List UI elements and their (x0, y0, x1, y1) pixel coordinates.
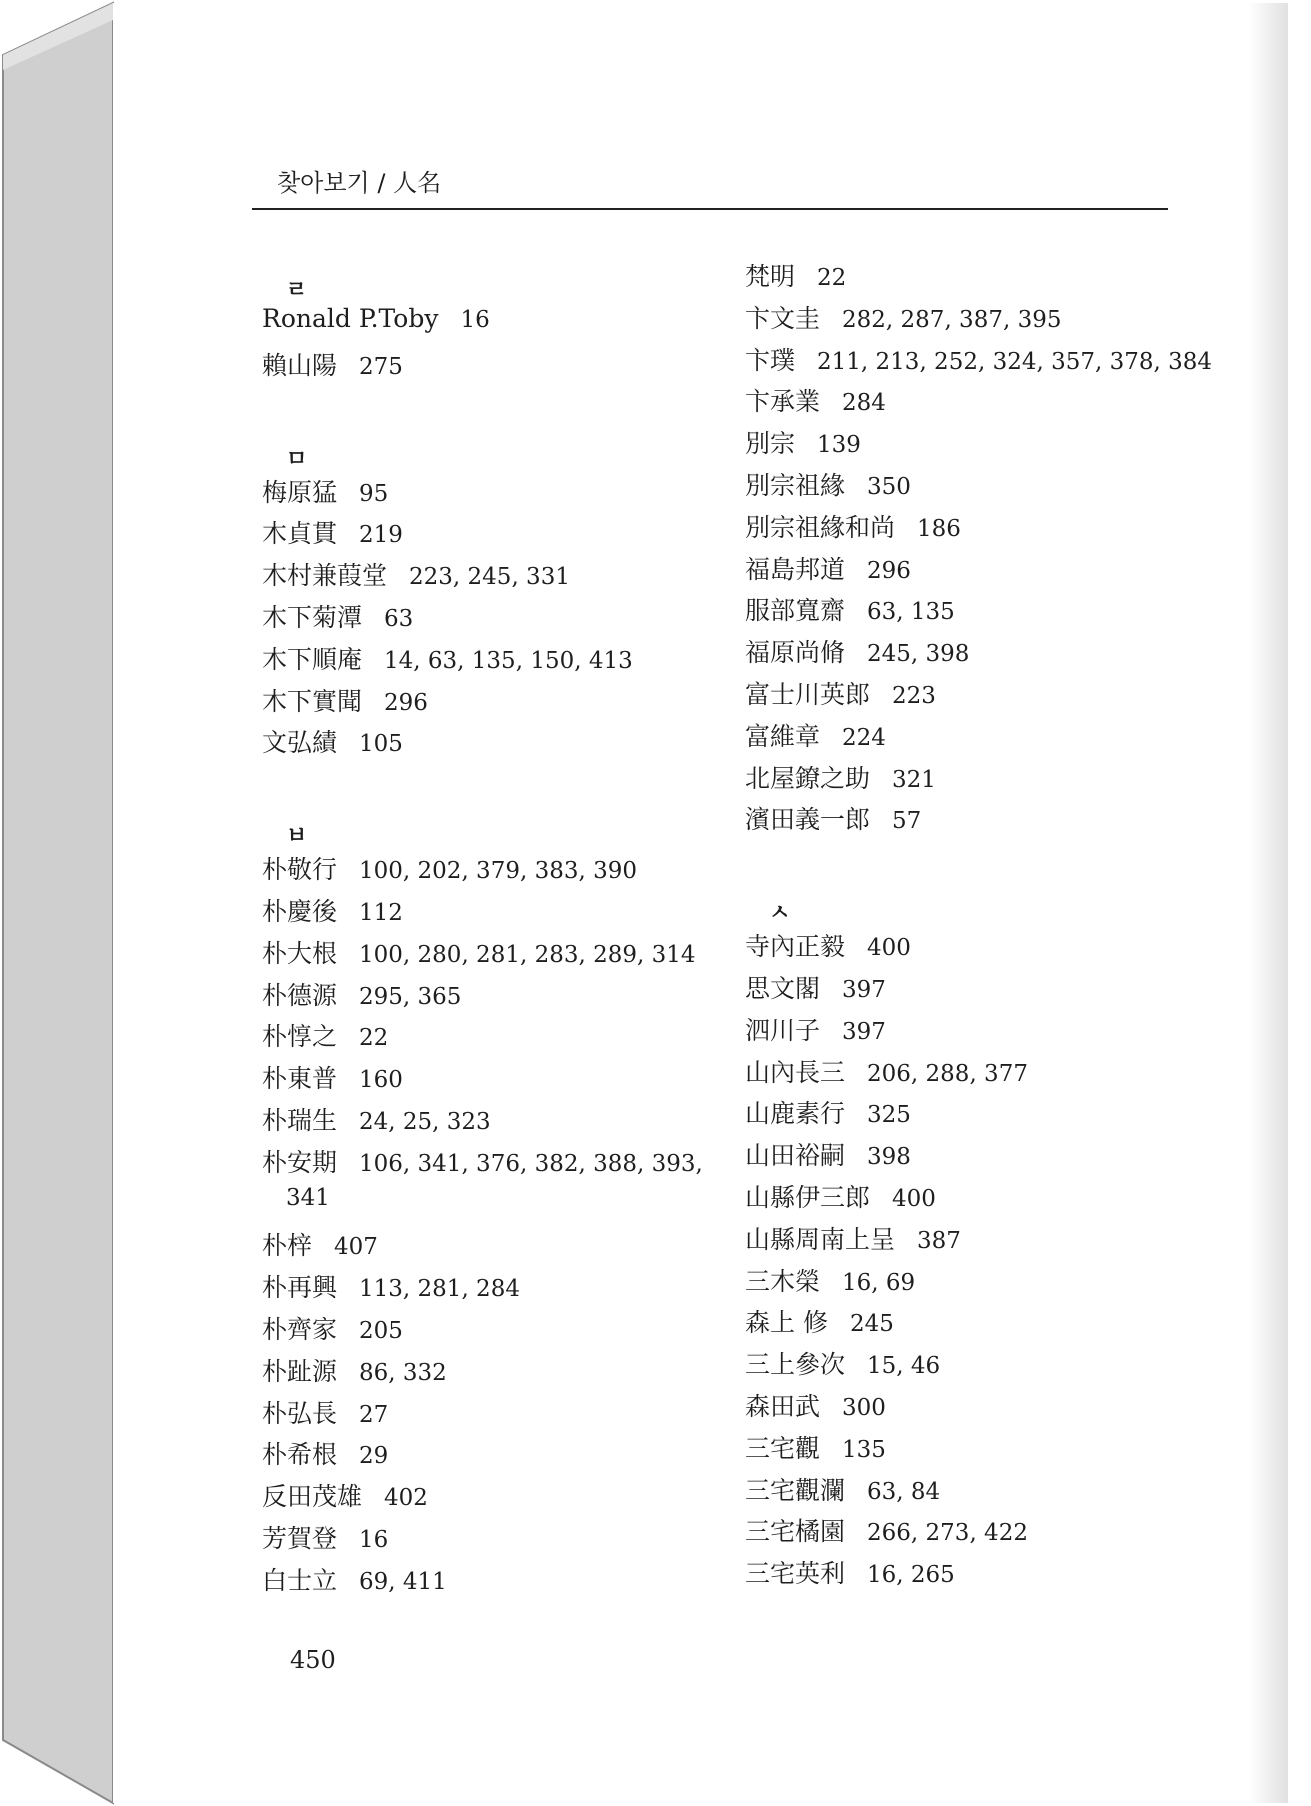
entry-name: 朴東普 (262, 1064, 338, 1094)
entry-pages: 224 (842, 724, 886, 751)
index-entry (262, 304, 732, 346)
index-entry (745, 1471, 1215, 1513)
index-entry (745, 1094, 1215, 1136)
entry-pages: 300 (842, 1394, 886, 1421)
entry-name: 卞文圭 (745, 303, 821, 333)
entry-name: 卞承業 (745, 387, 821, 417)
index-entry (745, 717, 1215, 759)
entry-name: 反田茂雄 (262, 1482, 363, 1512)
index-entry (745, 1387, 1215, 1429)
entry-name: 濱田義一郎 (745, 805, 871, 835)
entry-pages: 284 (842, 390, 886, 417)
index-entry (745, 382, 1215, 424)
entry-pages: 325 (867, 1102, 911, 1129)
entry-pages: 139 (817, 432, 861, 459)
index-entry (745, 1429, 1215, 1471)
entry-name: 山內長三 (745, 1057, 846, 1087)
index-entry (745, 299, 1215, 341)
entry-pages: 186 (917, 515, 961, 542)
entry-pages: 341 (286, 1184, 330, 1211)
entry-pages: 206, 288, 377 (867, 1060, 1028, 1087)
entry-name: 北屋鐐之助 (745, 763, 871, 793)
entry-name: 木貞貫 (262, 519, 338, 549)
entry-pages: 100, 202, 379, 383, 390 (359, 858, 638, 885)
entry-pages: 15, 46 (867, 1353, 941, 1380)
index-entry (745, 1512, 1215, 1554)
entry-name: 朴齊家 (262, 1314, 338, 1344)
entry-name: 別宗祖緣和尚 (745, 512, 896, 542)
entry-name: 卞璞 (745, 345, 796, 375)
entry-name: 福原尚脩 (745, 638, 846, 668)
index-entry (262, 1435, 732, 1477)
index-entry (262, 1101, 732, 1143)
index-entry (745, 1136, 1215, 1178)
index-entry (745, 466, 1215, 508)
entry-name: 三宅橘園 (745, 1517, 846, 1547)
index-entry (745, 675, 1215, 717)
page-number: 450 (290, 1646, 336, 1674)
entry-name: 賴山陽 (262, 350, 338, 380)
entry-pages: 22 (359, 1025, 389, 1052)
entry-pages: 16 (359, 1526, 389, 1553)
entry-pages: 398 (867, 1144, 911, 1171)
entry-pages: 135 (842, 1436, 886, 1463)
entry-pages: 57 (892, 808, 922, 835)
entry-name: 朴趾源 (262, 1356, 338, 1386)
index-entry (262, 892, 732, 934)
entry-pages: 296 (384, 689, 428, 716)
entry-name: 文弘績 (262, 728, 338, 758)
index-entry (262, 640, 732, 682)
entry-name: 森田武 (745, 1391, 821, 1421)
page-header: 찾아보기 / 人名 (277, 169, 442, 197)
index-entry (745, 1011, 1215, 1053)
index-entry (262, 1394, 732, 1436)
entry-pages: 112 (359, 899, 403, 926)
entry-pages: 63, 84 (867, 1478, 941, 1505)
index-entry (745, 341, 1215, 383)
index-entry (745, 969, 1215, 1011)
entry-pages: 282, 287, 387, 395 (842, 306, 1062, 333)
entry-name: 三宅觀 (745, 1433, 821, 1463)
entry-pages: 400 (867, 935, 911, 962)
entry-pages: 86, 332 (359, 1359, 447, 1386)
entry-name: 木下菊潭 (262, 602, 363, 632)
index-entry (262, 473, 732, 515)
entry-pages: 105 (359, 731, 403, 758)
entry-name: 泗川子 (745, 1015, 821, 1045)
entry-name: 山縣伊三郎 (745, 1182, 871, 1212)
entry-pages: 245 (849, 1311, 894, 1338)
index-entry (745, 1053, 1215, 1095)
entry-name: 朴梓 (262, 1231, 313, 1261)
entry-name: 別宗祖緣 (745, 470, 846, 500)
entry-pages: 100, 280, 281, 283, 289, 314 (359, 941, 696, 968)
entry-pages: 223, 245, 331 (409, 564, 570, 591)
index-entry (745, 1303, 1215, 1345)
entry-pages: 14, 63, 135, 150, 413 (384, 647, 633, 674)
entry-pages: 223 (892, 682, 936, 709)
index-entry (262, 1226, 732, 1268)
entry-name: 富維章 (745, 721, 821, 751)
index-entry (745, 1554, 1215, 1596)
index-entry (262, 850, 732, 892)
entry-pages: 275 (359, 353, 403, 380)
index-entry (262, 682, 732, 724)
entry-name: 朴敬行 (262, 855, 338, 885)
entry-name: 木下順庵 (262, 644, 363, 674)
entry-pages: 29 (359, 1443, 389, 1470)
index-entry (745, 424, 1215, 466)
entry-name: 朴惇之 (262, 1022, 338, 1052)
entry-pages: 63, 135 (867, 599, 955, 626)
entry-pages: 219 (359, 522, 403, 549)
index-entry (262, 1268, 732, 1310)
index-entry (745, 591, 1215, 633)
entry-name: 朴德源 (262, 980, 338, 1010)
index-entry (262, 976, 732, 1018)
entry-pages: 245, 398 (867, 641, 970, 668)
entry-name: 朴慶後 (262, 896, 338, 926)
index-column-right (745, 257, 1215, 1596)
index-entry (262, 1352, 732, 1394)
entry-name: 木下實聞 (262, 686, 363, 716)
index-entry (745, 1220, 1215, 1262)
index-entry (262, 598, 732, 640)
index-entry (745, 759, 1215, 801)
index-entry (262, 1310, 732, 1352)
entry-name: 朴瑞生 (262, 1105, 338, 1135)
index-entry (745, 927, 1215, 969)
entry-pages: 266, 273, 422 (867, 1520, 1028, 1547)
entry-pages: 69, 411 (359, 1568, 447, 1595)
section-gap (745, 842, 1215, 880)
section-gap (262, 388, 732, 426)
entry-pages: 27 (359, 1401, 389, 1428)
entry-name: 朴安期 (262, 1147, 338, 1177)
entry-pages: 296 (867, 557, 911, 584)
index-column-left (262, 257, 732, 1603)
entry-pages: 350 (867, 473, 911, 500)
entry-name: 山鹿素行 (745, 1099, 846, 1129)
entry-pages: 387 (917, 1227, 961, 1254)
entry-pages: 16 (460, 307, 490, 333)
section-gap (262, 765, 732, 803)
index-entry (262, 1519, 732, 1561)
entry-pages: 95 (359, 480, 389, 507)
entry-pages: 397 (842, 976, 886, 1003)
entry-name: 梅原猛 (262, 477, 338, 507)
entry-name: 白士立 (262, 1565, 338, 1595)
entry-name: 福島邦道 (745, 554, 846, 584)
index-entry (262, 1059, 732, 1101)
entry-name: 朴大根 (262, 938, 338, 968)
index-entry (745, 1262, 1215, 1304)
entry-pages: 402 (384, 1485, 428, 1512)
entry-name: 芳賀登 (262, 1523, 338, 1553)
index-entry (262, 514, 732, 556)
index-entry (262, 1143, 732, 1185)
entry-name: 寺內正毅 (745, 932, 846, 962)
index-entry (745, 550, 1215, 592)
entry-name: 朴弘長 (262, 1398, 338, 1428)
entry-pages: 295, 365 (359, 983, 462, 1010)
index-entry (262, 556, 732, 598)
index-section-heading: ㄹ (286, 278, 308, 303)
header-rule (252, 208, 1168, 210)
entry-name: 木村兼葭堂 (262, 561, 388, 591)
entry-name: 梵明 (745, 262, 796, 291)
entry-pages: 63 (384, 605, 414, 632)
index-section-heading: ㅁ (286, 446, 308, 472)
index-section-heading: ㅂ (286, 824, 308, 850)
entry-name: 別宗 (745, 429, 796, 459)
entry-name: 山縣周南上呈 (745, 1224, 896, 1254)
entry-pages: 160 (359, 1067, 403, 1094)
index-entry (262, 1477, 732, 1519)
entry-name: 森上 修 (745, 1308, 828, 1338)
index-entry (262, 1561, 732, 1603)
index-entry (745, 1178, 1215, 1220)
entry-name: 三宅英利 (745, 1559, 846, 1589)
index-entry (745, 257, 1215, 299)
entry-pages: 397 (842, 1018, 886, 1045)
entry-name: 三上參次 (745, 1350, 846, 1380)
index-entry (745, 800, 1215, 842)
index-entry (262, 934, 732, 976)
entry-pages: 113, 281, 284 (359, 1276, 520, 1303)
entry-name: 三木榮 (745, 1266, 821, 1296)
entry-pages: 16, 69 (842, 1269, 916, 1296)
index-entry (745, 633, 1215, 675)
entry-name: 思文閣 (745, 973, 821, 1003)
index-entry-continuation (262, 1185, 732, 1227)
index-entry (262, 346, 732, 388)
entry-name: 富士川英郎 (745, 679, 871, 709)
entry-pages: 407 (334, 1234, 378, 1261)
index-entry (745, 508, 1215, 550)
index-entry (262, 723, 732, 765)
entry-pages: 211, 213, 252, 324, 357, 378, 384 (817, 348, 1213, 375)
entry-name: 山田裕嗣 (745, 1141, 846, 1171)
entry-pages: 400 (892, 1185, 936, 1212)
entry-pages: 205 (359, 1317, 403, 1344)
entry-name: Ronald P.Toby (262, 304, 439, 333)
entry-pages: 106, 341, 376, 382, 388, 393, (359, 1150, 703, 1177)
index-entry (262, 1017, 732, 1059)
entry-name: 服部寬齋 (745, 596, 846, 626)
entry-pages: 321 (892, 766, 936, 793)
entry-pages: 24, 25, 323 (359, 1108, 491, 1135)
index-entry (745, 1345, 1215, 1387)
entry-name: 朴希根 (262, 1440, 338, 1470)
entry-name: 朴再興 (262, 1273, 338, 1303)
index-section-heading: ㅅ (769, 901, 791, 927)
entry-pages: 16, 265 (867, 1562, 955, 1589)
entry-name: 三宅觀瀾 (745, 1475, 846, 1505)
entry-pages: 22 (817, 265, 847, 291)
